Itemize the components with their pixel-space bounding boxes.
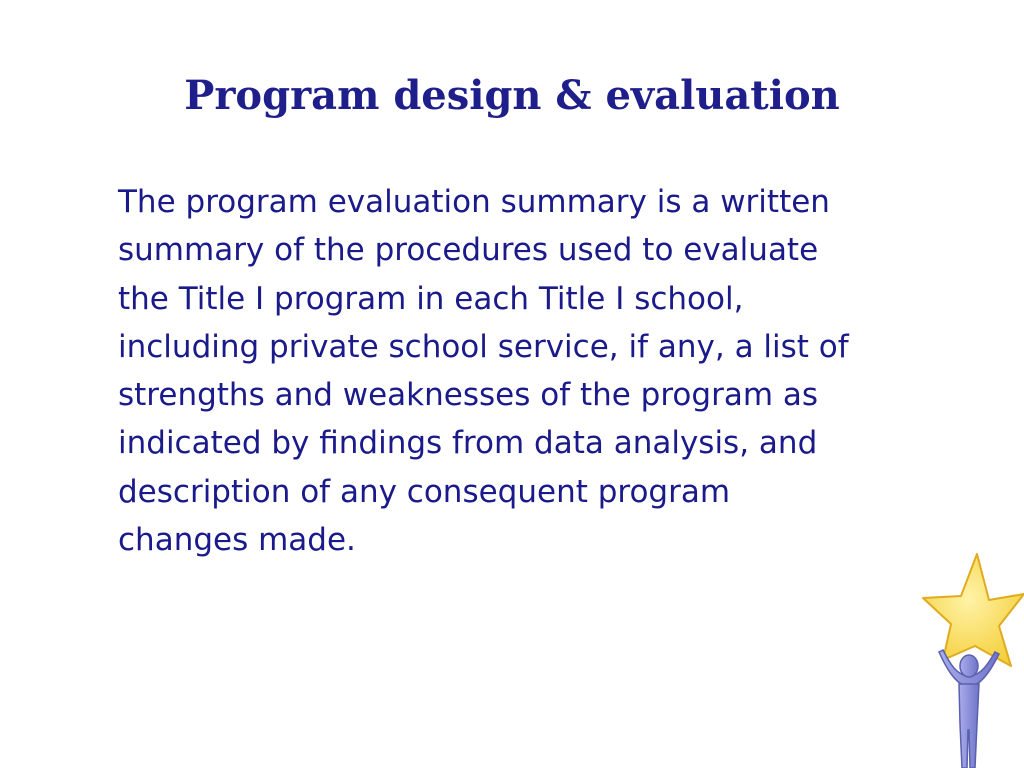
body-line: including private school service, if any, a list of xyxy=(118,328,849,365)
figure-body xyxy=(959,684,979,768)
star-shape xyxy=(923,554,1024,666)
body-line: indicated by findings from data analysis, and xyxy=(118,425,818,462)
body-line: strengths and weaknesses of the program as xyxy=(118,377,819,414)
body-line: The program evaluation summary is a written xyxy=(118,184,830,220)
slide-body xyxy=(118,178,948,564)
body-line: description of any consequent program xyxy=(118,473,731,510)
slide-title: Program design & evaluation xyxy=(184,72,840,119)
body-line: the Title I program in each Title I school, xyxy=(118,280,744,317)
figure-head xyxy=(960,655,978,677)
body-line: summary of the procedures used to evaluate xyxy=(118,232,819,269)
body-line: changes made. xyxy=(118,522,356,559)
star-figure-icon xyxy=(915,548,1024,768)
